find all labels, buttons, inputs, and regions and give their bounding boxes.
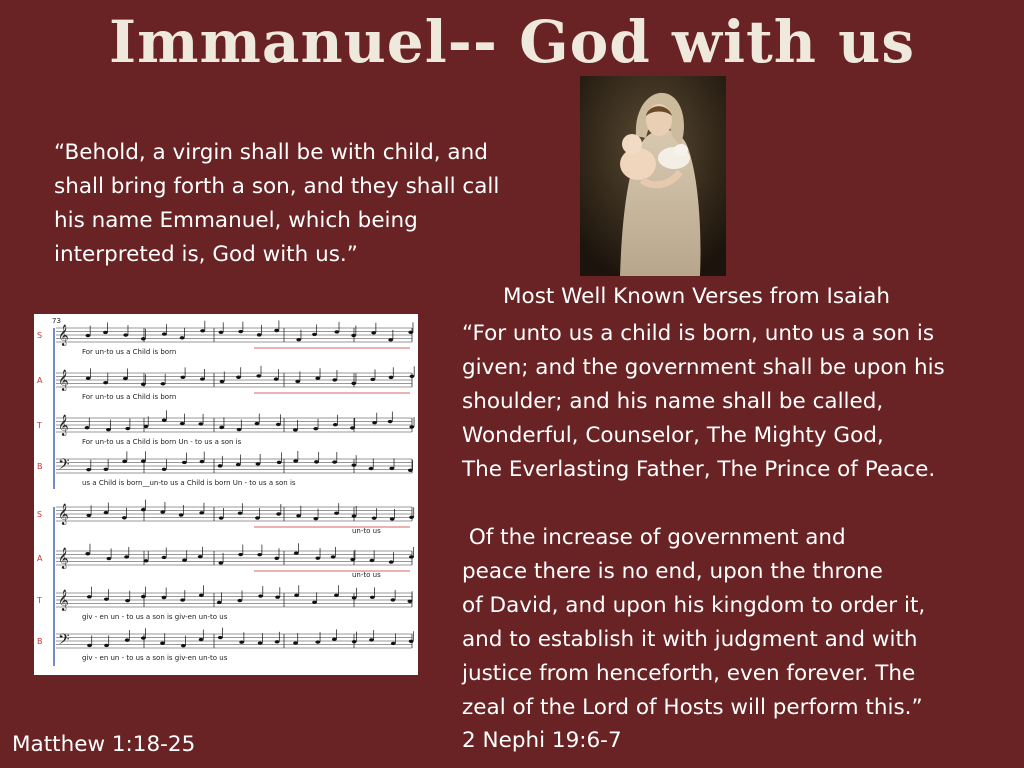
- note-head: [123, 377, 128, 380]
- note-head: [181, 644, 186, 647]
- note-head: [369, 638, 374, 641]
- lyric-line: For un-to us a Child is born: [82, 393, 177, 401]
- note-head: [352, 596, 357, 599]
- note-head: [180, 422, 185, 425]
- clef: 𝄞: [58, 590, 69, 611]
- note-head: [371, 331, 376, 334]
- note-head: [277, 461, 282, 464]
- note-head: [276, 512, 281, 515]
- voice-label: B: [37, 462, 43, 471]
- note-head: [293, 641, 298, 644]
- note-head: [274, 557, 279, 560]
- note-head: [182, 461, 187, 464]
- note-head: [160, 510, 165, 513]
- note-head: [294, 552, 299, 555]
- note-head: [180, 376, 185, 379]
- note-head: [86, 514, 91, 517]
- note-head: [391, 642, 396, 645]
- note-head: [236, 376, 241, 379]
- note-head: [275, 640, 280, 643]
- note-head: [125, 427, 130, 430]
- voice-label: S: [37, 331, 43, 340]
- note-head: [293, 459, 298, 462]
- note-head: [239, 640, 244, 643]
- note-head: [295, 380, 300, 383]
- note-head: [238, 512, 243, 515]
- note-head: [199, 594, 204, 597]
- note-head: [313, 427, 318, 430]
- note-head: [388, 420, 393, 423]
- nephi-verse: [462, 521, 925, 725]
- note-head: [161, 382, 166, 385]
- note-head: [293, 428, 298, 431]
- lyric-line: giv - en un - to us a son is giv-en un-to us: [82, 613, 228, 621]
- voice-label: T: [37, 596, 42, 605]
- note-head: [352, 514, 357, 517]
- note-head: [144, 559, 149, 562]
- note-head: [313, 517, 318, 520]
- note-head: [315, 377, 320, 380]
- note-head: [180, 598, 185, 601]
- note-head: [258, 641, 263, 644]
- lyric-line: giv - en un - to us a son is giv-en un-to us: [82, 654, 228, 662]
- note-head: [389, 376, 394, 379]
- note-head: [198, 422, 203, 425]
- note-head: [372, 421, 377, 424]
- note-head: [314, 460, 319, 463]
- note-head: [236, 463, 241, 466]
- note-head: [162, 419, 167, 422]
- nephi-verse-line: Of the increase of government and: [462, 525, 846, 550]
- note-head: [198, 555, 203, 558]
- voice-label: B: [37, 637, 43, 646]
- note-head: [87, 595, 92, 598]
- note-head: [256, 462, 261, 465]
- note-head: [331, 555, 336, 558]
- matthew-quote-line: “Behold, a virgin shall be with child, and: [54, 140, 488, 165]
- clef: 𝄞: [58, 415, 69, 436]
- note-head: [312, 333, 317, 336]
- note-head: [200, 329, 205, 332]
- note-head: [104, 511, 109, 514]
- note-head: [256, 374, 261, 377]
- note-head: [87, 644, 92, 647]
- nephi-verse-line: peace there is no end, upon the throne: [462, 559, 883, 584]
- clef: 𝄞: [58, 325, 69, 346]
- note-head: [332, 378, 337, 381]
- note-head: [237, 599, 242, 602]
- matthew-reference: Matthew 1:18-25: [12, 732, 196, 757]
- note-head: [104, 468, 109, 471]
- nephi-verse-line: of David, and upon his kingdom to order it,: [462, 593, 926, 618]
- note-head: [141, 508, 146, 511]
- note-head: [409, 516, 414, 519]
- lyric-line: For un-to us a Child is born: [82, 348, 177, 356]
- note-head: [315, 640, 320, 643]
- note-head: [390, 517, 395, 520]
- note-head: [199, 638, 204, 641]
- note-head: [141, 337, 146, 340]
- note-head: [388, 338, 393, 341]
- note-head: [125, 638, 130, 641]
- voice-label: A: [37, 554, 43, 563]
- note-head: [123, 333, 128, 336]
- note-head: [389, 467, 394, 470]
- note-head: [199, 511, 204, 514]
- clef: 𝄢: [58, 631, 70, 652]
- note-head: [106, 428, 111, 431]
- note-head: [409, 555, 414, 558]
- note-head: [369, 467, 374, 470]
- note-head: [257, 553, 262, 556]
- lyric-line: un-to us: [352, 527, 381, 535]
- note-head: [200, 377, 205, 380]
- note-head: [352, 640, 357, 643]
- note-head: [351, 334, 356, 337]
- clef: 𝄢: [58, 456, 70, 477]
- note-head: [106, 557, 111, 560]
- note-head: [141, 460, 146, 463]
- nephi-verse-line: zeal of the Lord of Hosts will perform this.”: [462, 695, 923, 720]
- sheet-music-score: [34, 314, 418, 675]
- note-head: [220, 380, 225, 383]
- matthew-quote-line: interpreted is, God with us.”: [54, 242, 358, 267]
- lyric-line: un-to us: [352, 571, 381, 579]
- note-head: [334, 511, 339, 514]
- nephi-verse-line: and to establish it with judgment and with: [462, 627, 918, 652]
- note-head: [409, 640, 414, 643]
- isaiah-verse-line: shoulder; and his name shall be called,: [462, 389, 884, 414]
- note-head: [258, 594, 263, 597]
- note-head: [218, 636, 223, 639]
- note-head: [275, 596, 280, 599]
- note-head: [104, 644, 109, 647]
- note-head: [144, 425, 149, 428]
- note-head: [255, 516, 260, 519]
- voice-label: T: [37, 421, 42, 430]
- note-head: [219, 331, 224, 334]
- clef: 𝄞: [58, 548, 69, 569]
- note-head: [218, 464, 223, 467]
- note-head: [370, 596, 375, 599]
- note-head: [238, 553, 243, 556]
- note-head: [274, 377, 279, 380]
- note-head: [182, 559, 187, 562]
- note-head: [85, 552, 90, 555]
- note-head: [351, 382, 356, 385]
- note-head: [408, 331, 413, 334]
- note-head: [179, 513, 184, 516]
- note-head: [219, 426, 224, 429]
- isaiah-heading: Most Well Known Verses from Isaiah: [503, 284, 891, 309]
- note-head: [352, 463, 357, 466]
- note-head: [332, 460, 337, 463]
- note-head: [86, 334, 91, 337]
- isaiah-verse-line: “For unto us a child is born, unto us a son is: [462, 321, 935, 346]
- note-head: [162, 556, 167, 559]
- voice-label: A: [37, 376, 43, 385]
- isaiah-verse-line: Wonderful, Counselor, The Mighty God,: [462, 423, 884, 448]
- note-head: [332, 638, 337, 641]
- slide-title: Immanuel-- God with us: [109, 8, 915, 76]
- note-head: [180, 336, 185, 339]
- note-head: [217, 601, 222, 604]
- note-head: [334, 594, 339, 597]
- note-head: [372, 516, 377, 519]
- isaiah-verse: [462, 317, 945, 487]
- lyric-line: For un-to us a Child is born Un - to us a son is: [82, 438, 242, 446]
- lyric-line: us a Child is born__un-to us a Child is born Un - to us a son is: [82, 479, 296, 487]
- note-head: [125, 599, 130, 602]
- note-head: [410, 375, 415, 378]
- note-head: [389, 560, 394, 563]
- clef: 𝄞: [58, 370, 69, 391]
- note-head: [296, 514, 301, 517]
- note-head: [274, 329, 279, 332]
- note-head: [255, 422, 260, 425]
- note-head: [238, 330, 243, 333]
- note-head: [162, 468, 167, 471]
- note-head: [200, 460, 205, 463]
- matthew-quote-line: his name Emmanuel, which being: [54, 208, 418, 233]
- nephi-reference: 2 Nephi 19:6-7: [462, 728, 622, 753]
- note-head: [86, 468, 91, 471]
- matthew-quote: [54, 136, 499, 272]
- note-head: [86, 377, 91, 380]
- note-head: [257, 333, 262, 336]
- note-head: [85, 426, 90, 429]
- note-head: [122, 460, 127, 463]
- note-head: [160, 642, 165, 645]
- note-head: [370, 559, 375, 562]
- note-head: [409, 425, 414, 428]
- note-head: [122, 516, 127, 519]
- note-head: [315, 556, 320, 559]
- nephi-verse-line: justice from henceforth, even forever. The: [462, 661, 916, 686]
- note-head: [370, 378, 375, 381]
- note-head: [124, 555, 129, 558]
- note-head: [334, 330, 339, 333]
- voice-label: S: [37, 510, 43, 519]
- measure-number: 73: [52, 317, 61, 325]
- isaiah-verse-line: given; and the government shall be upon his: [462, 355, 945, 380]
- matthew-quote-line: shall bring forth a son, and they shall call: [54, 174, 500, 199]
- note-head: [162, 596, 167, 599]
- madonna-painting: [580, 76, 726, 276]
- note-head: [103, 381, 108, 384]
- note-head: [391, 598, 396, 601]
- note-head: [218, 561, 223, 564]
- note-head: [350, 426, 355, 429]
- note-head: [408, 469, 413, 472]
- note-head: [104, 597, 109, 600]
- isaiah-verse-line: The Everlasting Father, The Prince of Peace.: [462, 457, 936, 482]
- note-head: [141, 595, 146, 598]
- note-head: [408, 600, 413, 603]
- note-head: [294, 594, 299, 597]
- sheet-music-svg: [34, 314, 418, 675]
- note-head: [276, 423, 281, 426]
- note-head: [103, 331, 108, 334]
- note-head: [141, 636, 146, 639]
- note-head: [312, 601, 317, 604]
- note-head: [350, 558, 355, 561]
- note-head: [219, 516, 224, 519]
- note-head: [162, 332, 167, 335]
- note-head: [333, 423, 338, 426]
- note-head: [141, 383, 146, 386]
- clef: 𝄞: [58, 504, 69, 525]
- note-head: [237, 428, 242, 431]
- note-head: [296, 338, 301, 341]
